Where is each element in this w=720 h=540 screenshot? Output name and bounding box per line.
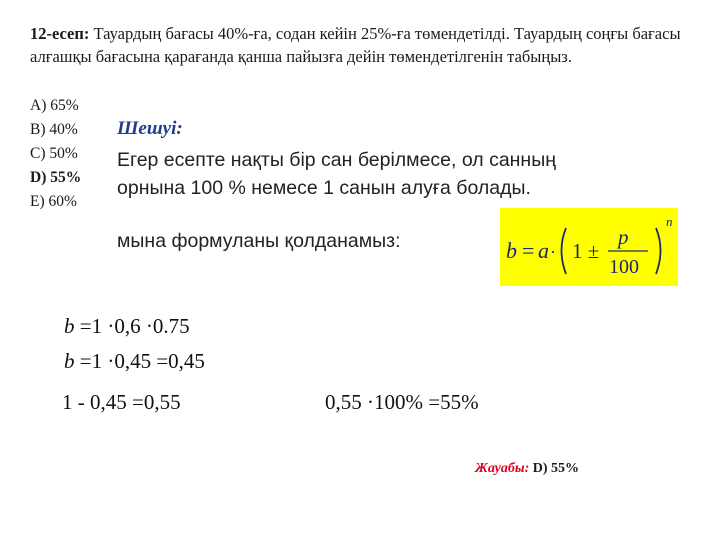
option-b: B) 40% — [30, 121, 78, 138]
problem-text: Тауардың бағасы 40%-ға, содан кейін 25%-ға төмендетілді. Тауардың соңғы бағасы алғашқы бағасына қарағанда қанша пайызға дейін төмендетілгенін табыңыз. — [30, 24, 681, 66]
equation-2-rest: =1 ·0,45 =0,45 — [74, 349, 205, 373]
answer — [475, 461, 579, 477]
option-a: A) 65% — [30, 97, 79, 114]
problem-label: 12-есеп: — [30, 24, 90, 43]
equation-3: 1 - 0,45 =0,55 — [62, 390, 181, 414]
equation-1-rest: =1 ·0,6 ·0.75 — [74, 314, 190, 338]
formula-eq: = — [522, 238, 535, 263]
formula-n: n — [666, 214, 673, 229]
formula-hundred: 100 — [609, 256, 639, 278]
solution-line-1: Егер есепте нақты бір сан берілмесе, ол санның — [117, 149, 556, 171]
option-e: E) 60% — [30, 193, 77, 210]
formula-one-pm: 1 ± — [572, 239, 600, 263]
formula-left-paren — [562, 228, 567, 274]
equation-1-var: b — [64, 314, 75, 338]
equation-2 — [64, 349, 205, 374]
formula-label: мына формуланы қолданамыз: — [117, 230, 401, 252]
formula-a: a — [538, 238, 549, 263]
solution-text — [117, 146, 637, 202]
formula-b: b — [506, 238, 517, 263]
answer-label: Жауабы: — [475, 461, 530, 476]
formula-dot: · — [550, 242, 556, 262]
solution-line-2: орнына 100 % немесе 1 санын алуға болады. — [117, 177, 531, 199]
formula-p: p — [618, 225, 629, 249]
problem-statement — [30, 22, 690, 68]
formula-svg — [500, 208, 678, 286]
answer-options — [30, 94, 81, 214]
solution-heading: Шешуі: — [117, 118, 183, 139]
answer-value: D) 55% — [529, 461, 580, 476]
option-d: D) 55% — [30, 169, 82, 186]
equation-1 — [64, 314, 190, 339]
option-c: C) 50% — [30, 145, 78, 162]
equation-2-var: b — [64, 349, 75, 373]
formula-right-paren — [656, 228, 661, 274]
equation-4: 0,55 ·100% =55% — [325, 390, 479, 414]
formula-image — [500, 208, 678, 286]
